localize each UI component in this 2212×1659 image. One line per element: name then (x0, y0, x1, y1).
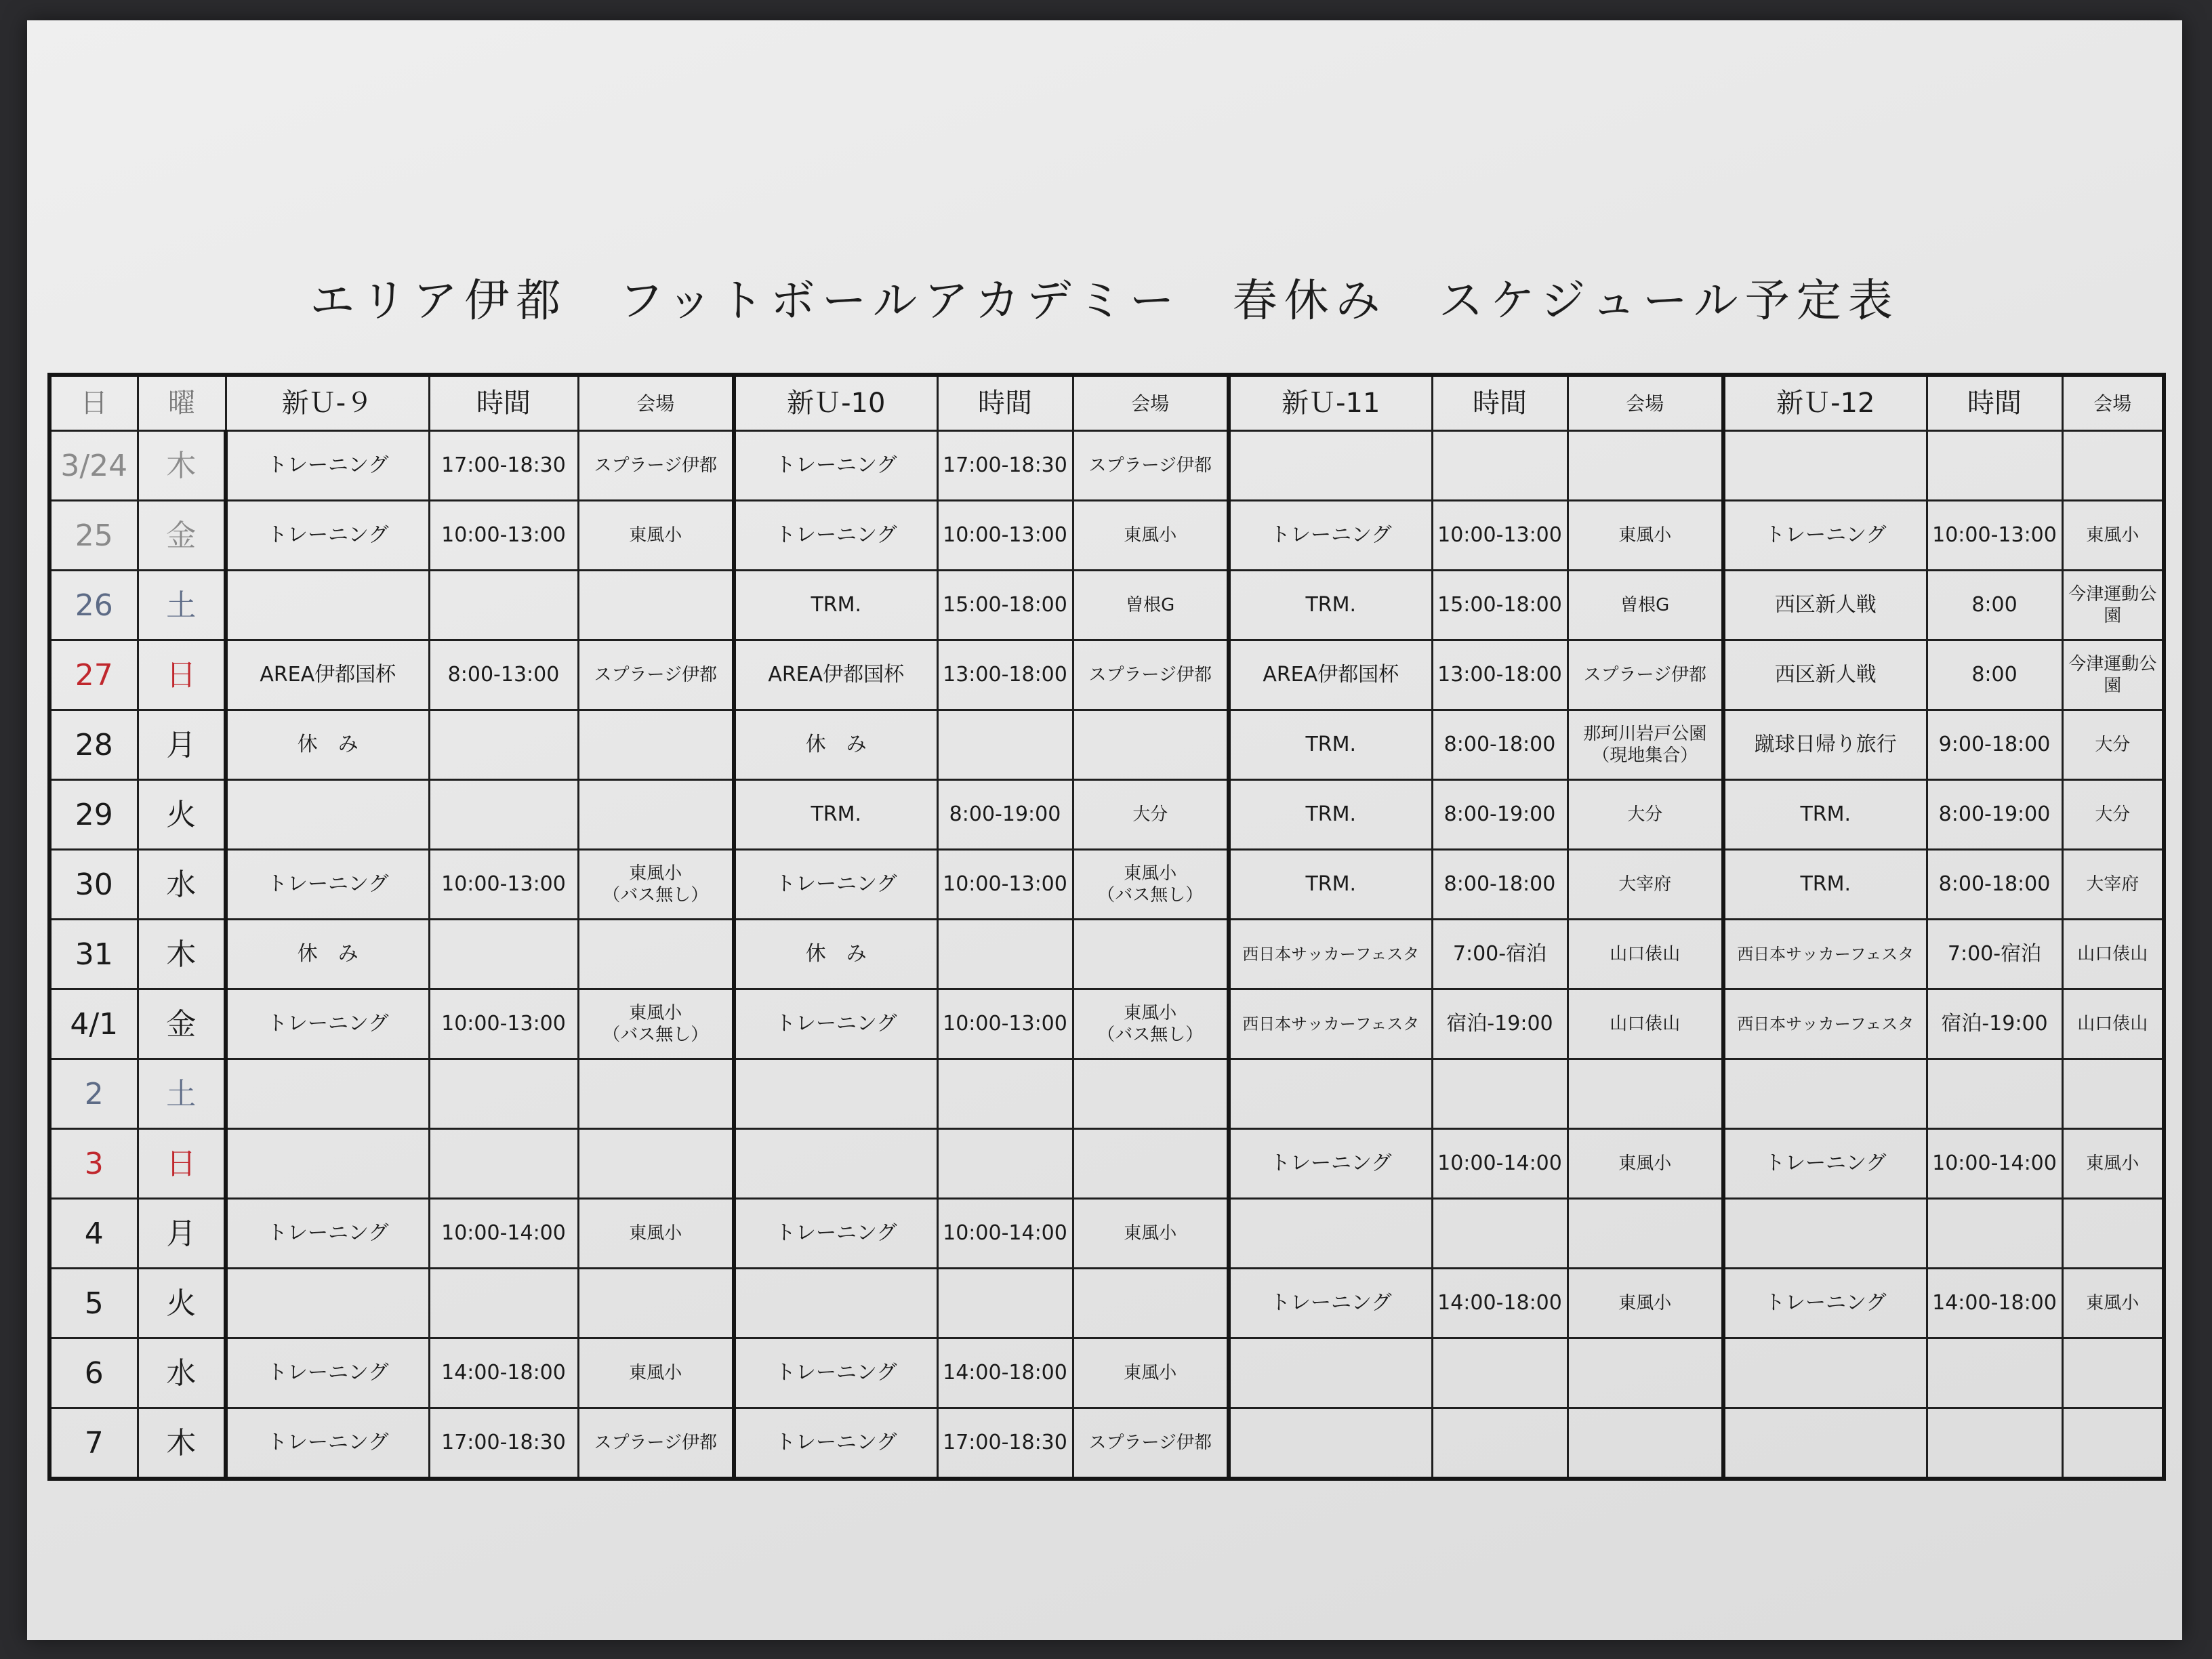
weekday-cell: 木 (138, 431, 226, 501)
u12-venue-cell: 今津運動公園 (2062, 640, 2164, 710)
u12-venue-cell (2062, 431, 2164, 501)
u12-activity-cell: トレーニング (1723, 1129, 1927, 1199)
u9-activity-cell: 休 み (226, 710, 429, 780)
u9-activity-cell: トレーニング (226, 989, 429, 1059)
u10-time-cell (937, 1129, 1073, 1199)
u12-time-cell (1927, 1059, 2062, 1129)
u10-time-cell (937, 1269, 1073, 1338)
u11-activity-cell: 西日本サッカーフェスタ (1229, 989, 1432, 1059)
u11-activity-cell: TRM. (1229, 850, 1432, 920)
u11-activity-cell: AREA伊都国杯 (1229, 640, 1432, 710)
date-cell: 2 (49, 1059, 138, 1129)
u9-activity-cell: トレーニング (226, 1338, 429, 1408)
u12-venue-cell (2062, 1059, 2164, 1129)
u10-venue-cell (1073, 920, 1229, 989)
date-cell: 28 (49, 710, 138, 780)
schedule-sheet (27, 20, 2182, 1640)
u9-time-cell: 14:00-18:00 (429, 1338, 578, 1408)
header-u12-venue: 会場 (2062, 375, 2164, 431)
u11-venue-cell (1568, 1338, 1723, 1408)
weekday-cell: 土 (138, 1059, 226, 1129)
table-row (49, 1199, 2164, 1269)
u10-activity-cell: トレーニング (734, 989, 937, 1059)
u11-time-cell: 8:00-19:00 (1432, 780, 1568, 850)
u9-time-cell (429, 1129, 578, 1199)
header-u11-venue: 会場 (1568, 375, 1723, 431)
date-cell: 5 (49, 1269, 138, 1338)
u11-venue-cell: 東風小 (1568, 1129, 1723, 1199)
u10-venue-cell: 東風小 （バス無し） (1073, 989, 1229, 1059)
u10-time-cell: 13:00-18:00 (937, 640, 1073, 710)
u12-venue-cell: 今津運動公園 (2062, 571, 2164, 640)
u11-time-cell: 10:00-13:00 (1432, 501, 1568, 571)
u9-activity-cell (226, 571, 429, 640)
u11-activity-cell: トレーニング (1229, 1269, 1432, 1338)
u9-venue-cell: 東風小 (578, 501, 734, 571)
table-row (49, 1269, 2164, 1338)
u12-activity-cell: 西日本サッカーフェスタ (1723, 989, 1927, 1059)
header-u12: 新Ｕ-12 (1723, 375, 1927, 431)
u9-activity-cell (226, 1129, 429, 1199)
table-row (49, 501, 2164, 571)
u12-activity-cell: 蹴球日帰り旅行 (1723, 710, 1927, 780)
header-u11-time: 時間 (1432, 375, 1568, 431)
u9-activity-cell: 休 み (226, 920, 429, 989)
u9-venue-cell (578, 1269, 734, 1338)
u10-activity-cell: トレーニング (734, 501, 937, 571)
weekday-cell: 日 (138, 640, 226, 710)
u10-venue-cell: 東風小 (1073, 1338, 1229, 1408)
date-cell: 27 (49, 640, 138, 710)
u11-time-cell (1432, 1338, 1568, 1408)
u10-venue-cell: スプラージ伊都 (1073, 431, 1229, 501)
header-u9-time: 時間 (429, 375, 578, 431)
u9-activity-cell (226, 780, 429, 850)
weekday-cell: 月 (138, 710, 226, 780)
u10-venue-cell (1073, 1129, 1229, 1199)
u12-time-cell: 8:00-19:00 (1927, 780, 2062, 850)
u9-venue-cell (578, 710, 734, 780)
u11-time-cell: 13:00-18:00 (1432, 640, 1568, 710)
u10-time-cell: 10:00-14:00 (937, 1199, 1073, 1269)
u12-time-cell: 8:00-18:00 (1927, 850, 2062, 920)
u12-activity-cell: 西区新人戦 (1723, 640, 1927, 710)
header-u10-time: 時間 (937, 375, 1073, 431)
u11-venue-cell: 山口俵山 (1568, 989, 1723, 1059)
u10-activity-cell: トレーニング (734, 1338, 937, 1408)
u9-venue-cell: 東風小 （バス無し） (578, 850, 734, 920)
u10-time-cell: 14:00-18:00 (937, 1338, 1073, 1408)
u9-time-cell: 10:00-13:00 (429, 850, 578, 920)
u12-venue-cell (2062, 1338, 2164, 1408)
weekday-cell: 月 (138, 1199, 226, 1269)
u11-venue-cell: 東風小 (1568, 1269, 1723, 1338)
u12-activity-cell (1723, 1059, 1927, 1129)
u12-time-cell: 10:00-13:00 (1927, 501, 2062, 571)
u11-time-cell: 7:00-宿泊 (1432, 920, 1568, 989)
u12-time-cell (1927, 1199, 2062, 1269)
u11-activity-cell: トレーニング (1229, 1129, 1432, 1199)
u12-venue-cell: 大宰府 (2062, 850, 2164, 920)
u12-venue-cell: 大分 (2062, 710, 2164, 780)
table-row (49, 989, 2164, 1059)
u10-venue-cell (1073, 710, 1229, 780)
u11-time-cell: 14:00-18:00 (1432, 1269, 1568, 1338)
u12-activity-cell (1723, 1338, 1927, 1408)
date-cell: 3/24 (49, 431, 138, 501)
u11-time-cell (1432, 431, 1568, 501)
u12-activity-cell: TRM. (1723, 850, 1927, 920)
date-cell: 4 (49, 1199, 138, 1269)
u10-venue-cell: 東風小 (1073, 1199, 1229, 1269)
u11-venue-cell (1568, 1199, 1723, 1269)
u10-time-cell: 10:00-13:00 (937, 989, 1073, 1059)
u12-time-cell: 7:00-宿泊 (1927, 920, 2062, 989)
table-row (49, 710, 2164, 780)
u9-activity-cell: トレーニング (226, 431, 429, 501)
u9-time-cell: 10:00-13:00 (429, 989, 578, 1059)
weekday-cell: 水 (138, 850, 226, 920)
table-row (49, 1408, 2164, 1479)
u10-activity-cell: トレーニング (734, 1408, 937, 1479)
table-row (49, 920, 2164, 989)
u9-activity-cell (226, 1059, 429, 1129)
u12-time-cell: 10:00-14:00 (1927, 1129, 2062, 1199)
u10-time-cell: 17:00-18:30 (937, 431, 1073, 501)
schedule-table (47, 373, 2166, 1481)
weekday-cell: 火 (138, 780, 226, 850)
u9-time-cell (429, 780, 578, 850)
header-u12-time: 時間 (1927, 375, 2062, 431)
u12-time-cell: 宿泊-19:00 (1927, 989, 2062, 1059)
u9-activity-cell: トレーニング (226, 850, 429, 920)
u10-time-cell: 10:00-13:00 (937, 501, 1073, 571)
u11-time-cell: 8:00-18:00 (1432, 710, 1568, 780)
u10-time-cell: 10:00-13:00 (937, 850, 1073, 920)
u11-time-cell: 宿泊-19:00 (1432, 989, 1568, 1059)
u12-time-cell (1927, 1408, 2062, 1479)
header-u11: 新Ｕ-11 (1229, 375, 1432, 431)
u11-venue-cell (1568, 1408, 1723, 1479)
weekday-cell: 火 (138, 1269, 226, 1338)
u12-venue-cell: 大分 (2062, 780, 2164, 850)
weekday-cell: 水 (138, 1338, 226, 1408)
date-cell: 6 (49, 1338, 138, 1408)
date-cell: 26 (49, 571, 138, 640)
u12-time-cell: 9:00-18:00 (1927, 710, 2062, 780)
u9-activity-cell: トレーニング (226, 501, 429, 571)
u10-activity-cell (734, 1269, 937, 1338)
u10-venue-cell: 東風小 （バス無し） (1073, 850, 1229, 920)
u9-activity-cell (226, 1269, 429, 1338)
u9-time-cell: 10:00-13:00 (429, 501, 578, 571)
u11-activity-cell: トレーニング (1229, 501, 1432, 571)
header-u9: 新Ｕ-９ (226, 375, 429, 431)
u10-activity-cell (734, 1059, 937, 1129)
u11-time-cell: 15:00-18:00 (1432, 571, 1568, 640)
u11-venue-cell (1568, 1059, 1723, 1129)
weekday-cell: 土 (138, 571, 226, 640)
u9-time-cell (429, 710, 578, 780)
u11-activity-cell: TRM. (1229, 710, 1432, 780)
u10-activity-cell: トレーニング (734, 431, 937, 501)
u12-activity-cell: TRM. (1723, 780, 1927, 850)
table-row (49, 780, 2164, 850)
u9-time-cell (429, 571, 578, 640)
u9-activity-cell: AREA伊都国杯 (226, 640, 429, 710)
u10-activity-cell: 休 み (734, 710, 937, 780)
u11-time-cell: 10:00-14:00 (1432, 1129, 1568, 1199)
u10-venue-cell: スプラージ伊都 (1073, 1408, 1229, 1479)
u12-time-cell: 8:00 (1927, 571, 2062, 640)
u11-venue-cell: 山口俵山 (1568, 920, 1723, 989)
date-cell: 29 (49, 780, 138, 850)
u11-venue-cell (1568, 431, 1723, 501)
u9-venue-cell (578, 571, 734, 640)
header-row (49, 375, 2164, 431)
u12-activity-cell: トレーニング (1723, 501, 1927, 571)
u10-venue-cell (1073, 1269, 1229, 1338)
u11-venue-cell: 曽根G (1568, 571, 1723, 640)
header-day: 日 (49, 375, 138, 431)
u9-venue-cell: スプラージ伊都 (578, 1408, 734, 1479)
date-cell: 25 (49, 501, 138, 571)
u9-time-cell: 17:00-18:30 (429, 431, 578, 501)
u9-venue-cell (578, 920, 734, 989)
schedule-body (49, 431, 2164, 1479)
table-row (49, 1059, 2164, 1129)
u11-time-cell (1432, 1199, 1568, 1269)
weekday-cell: 日 (138, 1129, 226, 1199)
u9-venue-cell: 東風小 (578, 1199, 734, 1269)
u10-activity-cell: 休 み (734, 920, 937, 989)
u11-activity-cell: 西日本サッカーフェスタ (1229, 920, 1432, 989)
u9-venue-cell: 東風小 (578, 1338, 734, 1408)
u12-activity-cell: 西日本サッカーフェスタ (1723, 920, 1927, 989)
u10-venue-cell: 大分 (1073, 780, 1229, 850)
u12-activity-cell (1723, 1408, 1927, 1479)
weekday-cell: 木 (138, 1408, 226, 1479)
u10-activity-cell: TRM. (734, 571, 937, 640)
u9-time-cell: 8:00-13:00 (429, 640, 578, 710)
date-cell: 4/1 (49, 989, 138, 1059)
table-row (49, 571, 2164, 640)
u9-venue-cell (578, 1059, 734, 1129)
weekday-cell: 金 (138, 501, 226, 571)
header-weekday: 曜 (138, 375, 226, 431)
u12-time-cell (1927, 1338, 2062, 1408)
u12-time-cell: 14:00-18:00 (1927, 1269, 2062, 1338)
u12-venue-cell: 東風小 (2062, 1129, 2164, 1199)
u11-venue-cell: スプラージ伊都 (1568, 640, 1723, 710)
u12-activity-cell (1723, 1199, 1927, 1269)
u9-venue-cell: 東風小 （バス無し） (578, 989, 734, 1059)
u12-venue-cell (2062, 1408, 2164, 1479)
u11-venue-cell: 東風小 (1568, 501, 1723, 571)
u11-activity-cell (1229, 1408, 1432, 1479)
header-u10: 新Ｕ-10 (734, 375, 937, 431)
u11-activity-cell (1229, 431, 1432, 501)
u12-venue-cell: 山口俵山 (2062, 989, 2164, 1059)
u9-time-cell (429, 920, 578, 989)
u10-venue-cell: 東風小 (1073, 501, 1229, 571)
u12-time-cell: 8:00 (1927, 640, 2062, 710)
u11-time-cell (1432, 1059, 1568, 1129)
u11-venue-cell: 大分 (1568, 780, 1723, 850)
u12-activity-cell (1723, 431, 1927, 501)
u11-time-cell: 8:00-18:00 (1432, 850, 1568, 920)
u12-venue-cell: 山口俵山 (2062, 920, 2164, 989)
u12-venue-cell (2062, 1199, 2164, 1269)
table-row (49, 640, 2164, 710)
u10-time-cell (937, 1059, 1073, 1129)
u10-venue-cell: 曽根G (1073, 571, 1229, 640)
u9-activity-cell: トレーニング (226, 1199, 429, 1269)
u11-activity-cell: TRM. (1229, 571, 1432, 640)
u10-activity-cell: AREA伊都国杯 (734, 640, 937, 710)
header-u10-venue: 会場 (1073, 375, 1229, 431)
date-cell: 7 (49, 1408, 138, 1479)
date-cell: 3 (49, 1129, 138, 1199)
u11-activity-cell (1229, 1199, 1432, 1269)
u12-venue-cell: 東風小 (2062, 1269, 2164, 1338)
u9-venue-cell (578, 1129, 734, 1199)
header-u9-venue: 会場 (578, 375, 734, 431)
u10-venue-cell: スプラージ伊都 (1073, 640, 1229, 710)
u10-time-cell: 17:00-18:30 (937, 1408, 1073, 1479)
u10-time-cell: 8:00-19:00 (937, 780, 1073, 850)
date-cell: 30 (49, 850, 138, 920)
u11-venue-cell: 那珂川岩戸公園 （現地集合） (1568, 710, 1723, 780)
u9-venue-cell: スプラージ伊都 (578, 640, 734, 710)
u11-venue-cell: 大宰府 (1568, 850, 1723, 920)
u9-time-cell (429, 1269, 578, 1338)
u12-activity-cell: トレーニング (1723, 1269, 1927, 1338)
date-cell: 31 (49, 920, 138, 989)
u10-activity-cell (734, 1129, 937, 1199)
u12-time-cell (1927, 431, 2062, 501)
u10-activity-cell: TRM. (734, 780, 937, 850)
u10-activity-cell: トレーニング (734, 850, 937, 920)
u10-time-cell (937, 920, 1073, 989)
u12-venue-cell: 東風小 (2062, 501, 2164, 571)
table-row (49, 431, 2164, 501)
u9-time-cell (429, 1059, 578, 1129)
document-title: エリア伊都 フットボールアカデミー 春休み スケジュール予定表 (310, 274, 1900, 327)
u10-activity-cell: トレーニング (734, 1199, 937, 1269)
u11-activity-cell: TRM. (1229, 780, 1432, 850)
u9-activity-cell: トレーニング (226, 1408, 429, 1479)
u10-time-cell: 15:00-18:00 (937, 571, 1073, 640)
table-row (49, 1129, 2164, 1199)
u11-time-cell (1432, 1408, 1568, 1479)
u12-activity-cell: 西区新人戦 (1723, 571, 1927, 640)
u11-activity-cell (1229, 1338, 1432, 1408)
u9-venue-cell: スプラージ伊都 (578, 431, 734, 501)
u11-activity-cell (1229, 1059, 1432, 1129)
u9-time-cell: 17:00-18:30 (429, 1408, 578, 1479)
weekday-cell: 木 (138, 920, 226, 989)
u9-time-cell: 10:00-14:00 (429, 1199, 578, 1269)
u10-time-cell (937, 710, 1073, 780)
table-row (49, 1338, 2164, 1408)
table-row (49, 850, 2164, 920)
weekday-cell: 金 (138, 989, 226, 1059)
u10-venue-cell (1073, 1059, 1229, 1129)
u9-venue-cell (578, 780, 734, 850)
